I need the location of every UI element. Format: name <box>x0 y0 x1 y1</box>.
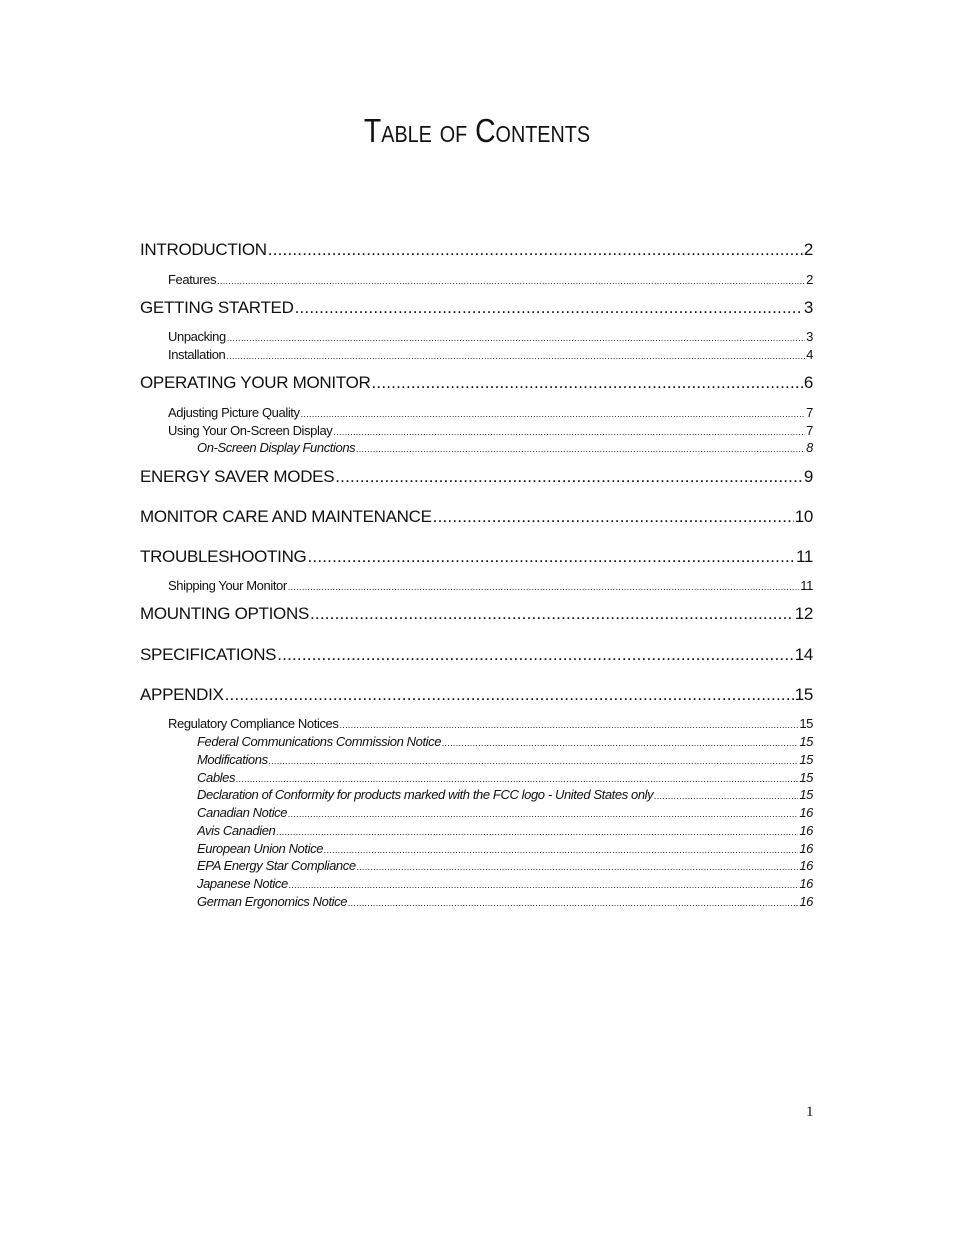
toc-entry-label: Canadian Notice <box>197 805 288 820</box>
dot-leader <box>339 717 798 732</box>
toc-entry-label: ENERGY SAVER MODES <box>140 467 335 486</box>
toc-entry[interactable] <box>168 577 813 594</box>
dot-leader <box>288 806 798 821</box>
toc-entry[interactable] <box>168 346 813 363</box>
dot-leader <box>236 771 798 786</box>
toc-entry-page: 15 <box>794 685 813 704</box>
dot-leader <box>357 859 799 874</box>
toc-entry-page: 16 <box>799 841 813 856</box>
toc-entry[interactable] <box>197 893 813 910</box>
toc-entry-label: Regulatory Compliance Notices <box>168 716 339 731</box>
dot-leader <box>442 735 798 750</box>
page-title: Table of Contents <box>363 112 591 149</box>
toc-entry-label: Cables <box>197 770 236 785</box>
toc-entry-label: GETTING STARTED <box>140 298 294 317</box>
dot-leader <box>277 644 793 666</box>
dot-leader <box>333 424 805 439</box>
toc-entry[interactable] <box>197 840 813 857</box>
toc-entry-label: APPENDIX <box>140 685 224 704</box>
dot-leader <box>288 579 799 594</box>
toc-entry[interactable] <box>197 804 813 821</box>
toc-entry-page: 15 <box>799 716 813 731</box>
toc-entry-page: 15 <box>799 787 813 802</box>
toc-entry[interactable] <box>197 857 813 874</box>
toc-entry-label: SPECIFICATIONS <box>140 645 277 664</box>
toc-entry-label: OPERATING YOUR MONITOR <box>140 373 371 392</box>
dot-leader <box>227 330 805 345</box>
dot-leader <box>217 273 805 288</box>
dot-leader <box>226 348 805 363</box>
toc-entry[interactable] <box>197 822 813 839</box>
dot-leader <box>324 842 798 857</box>
dot-leader <box>348 895 798 910</box>
toc-entry[interactable] <box>140 506 813 528</box>
toc-entry[interactable] <box>140 644 813 666</box>
toc-entry[interactable] <box>197 769 813 786</box>
toc-entry-page: 3 <box>806 329 813 344</box>
toc-entry-label: Adjusting Picture Quality <box>168 405 300 420</box>
toc-entry-label: Modifications <box>197 752 268 767</box>
toc-entry-page: 15 <box>799 752 813 767</box>
toc-entry-label: MOUNTING OPTIONS <box>140 604 309 623</box>
toc-entry-label: Installation <box>168 347 226 362</box>
toc-entry[interactable] <box>140 603 813 625</box>
toc-entry-page: 16 <box>799 858 813 873</box>
dot-leader <box>433 506 794 528</box>
toc-entry-page: 10 <box>794 507 813 526</box>
toc-entry-page: 2 <box>806 272 813 287</box>
toc-entry-page: 16 <box>799 823 813 838</box>
toc-entry-label: Federal Communications Commission Notice <box>197 734 442 749</box>
dot-leader <box>225 684 794 706</box>
toc-entry[interactable] <box>168 715 813 732</box>
toc-entry-page: 3 <box>803 298 813 317</box>
toc-entry[interactable] <box>140 239 813 261</box>
toc-entry-page: 6 <box>803 373 813 392</box>
toc-entry-label: Japanese Notice <box>197 876 288 891</box>
dot-leader <box>289 877 798 892</box>
toc-entry-page: 12 <box>794 604 813 623</box>
dot-leader <box>295 297 803 319</box>
toc-entry[interactable] <box>197 733 813 750</box>
dot-leader <box>301 406 806 421</box>
toc-entry[interactable] <box>197 439 813 456</box>
toc-entry-page: 14 <box>794 645 813 664</box>
toc-entry[interactable] <box>197 751 813 768</box>
toc-entry-label: Avis Canadien <box>197 823 276 838</box>
toc-entry-page: 4 <box>806 347 813 362</box>
dot-leader <box>310 603 794 625</box>
dot-leader <box>276 824 798 839</box>
toc-entry-page: 11 <box>800 578 813 593</box>
toc-entry-label: MONITOR CARE AND MAINTENANCE <box>140 507 432 526</box>
toc-entry-label: European Union Notice <box>197 841 324 856</box>
toc-entry[interactable] <box>140 466 813 488</box>
toc-entry-label: Unpacking <box>168 329 226 344</box>
page-number: 1 <box>806 1104 814 1120</box>
toc-entry-page: 16 <box>799 805 813 820</box>
toc-entry-label: On-Screen Display Functions <box>197 440 356 455</box>
table-of-contents <box>140 0 813 1235</box>
toc-entry-page: 15 <box>799 770 813 785</box>
dot-leader <box>268 239 803 261</box>
toc-entry[interactable] <box>140 297 813 319</box>
toc-entry-label: Using Your On-Screen Display <box>168 423 333 438</box>
toc-entry-page: 9 <box>803 467 813 486</box>
toc-entry-label: TROUBLESHOOTING <box>140 547 307 566</box>
toc-entry-page: 15 <box>799 734 813 749</box>
toc-entry-page: 16 <box>799 894 813 909</box>
toc-entry-page: 7 <box>806 423 813 438</box>
toc-entry[interactable] <box>197 875 813 892</box>
toc-entry[interactable] <box>197 786 813 803</box>
toc-entry[interactable] <box>140 546 813 568</box>
dot-leader <box>307 546 794 568</box>
toc-entry-page: 8 <box>806 440 813 455</box>
toc-entry-page: 2 <box>803 240 813 259</box>
toc-entry-page: 7 <box>806 405 813 420</box>
dot-leader <box>335 466 803 488</box>
toc-entry[interactable] <box>140 372 813 394</box>
toc-entry-label: Shipping Your Monitor <box>168 578 287 593</box>
toc-entry[interactable] <box>168 404 813 421</box>
toc-entry-label: Features <box>168 272 217 287</box>
dot-leader <box>654 788 798 803</box>
dot-leader <box>371 372 802 394</box>
toc-entry-page: 11 <box>795 547 813 566</box>
toc-entry[interactable] <box>168 271 813 288</box>
toc-entry-label: Declaration of Conformity for products marked with the FCC logo - United States only <box>197 787 654 802</box>
dot-leader <box>356 441 805 456</box>
toc-entry[interactable] <box>168 328 813 345</box>
toc-entry-label: German Ergonomics Notice <box>197 894 348 909</box>
toc-entry-label: INTRODUCTION <box>140 240 267 259</box>
toc-entry[interactable] <box>168 422 813 439</box>
toc-entry-label: EPA Energy Star Compliance <box>197 858 356 873</box>
toc-entry-page: 16 <box>799 876 813 891</box>
dot-leader <box>269 753 799 768</box>
toc-entry[interactable] <box>140 684 813 706</box>
